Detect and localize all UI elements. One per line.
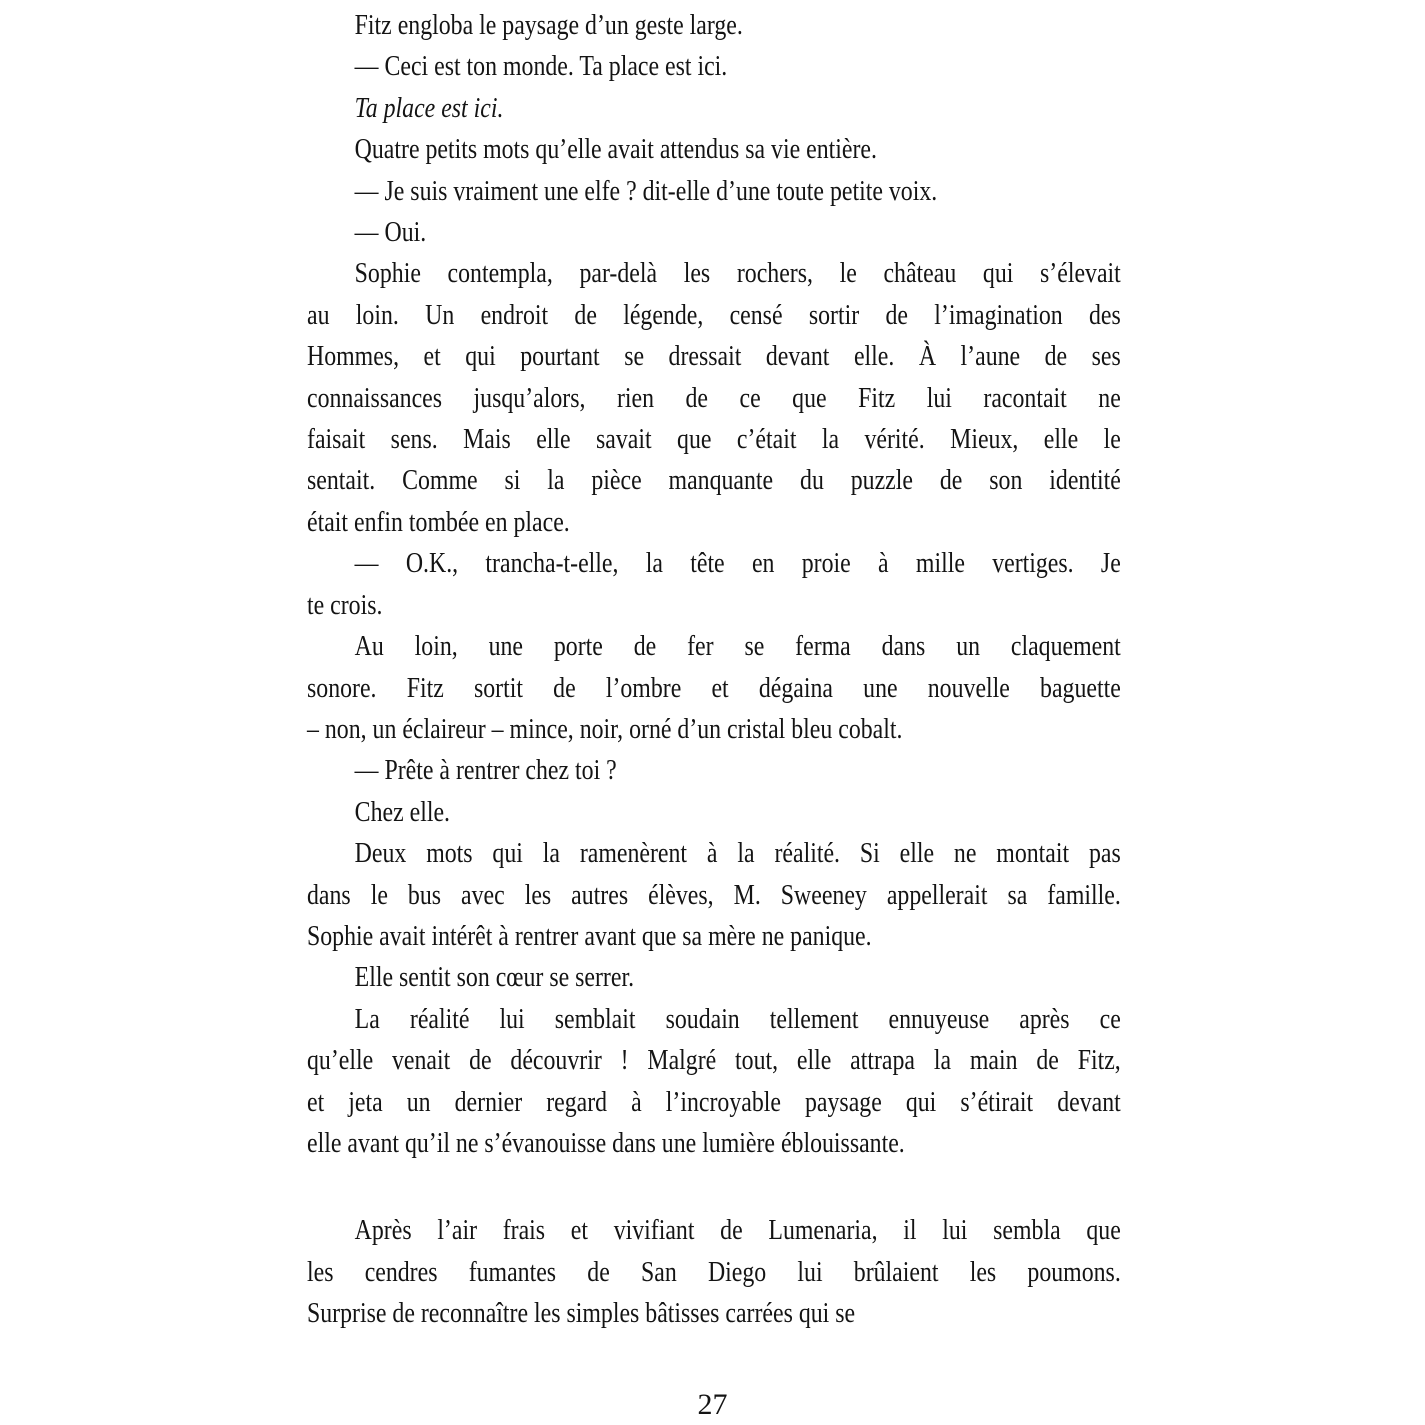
text-line: dans le bus avec les autres élèves, M. Sweeney appellerait sa famille. [307, 878, 1121, 911]
text-line: sentait. Comme si la pièce manquante du puzzle de son identité [307, 464, 1121, 497]
paragraph [307, 957, 1121, 998]
text-line: elle avant qu’il ne s’évanouisse dans une lumière éblouissante. [307, 1126, 905, 1159]
text-line: Sophie contempla, par-delà les rochers, le château qui s’élevait [354, 257, 1121, 290]
paragraph [307, 543, 1121, 626]
paragraph [307, 5, 1121, 46]
paragraph [307, 792, 1121, 833]
text-line: Ta place est ici. [354, 91, 504, 124]
text-line: – non, un éclaireur – mince, noir, orné d’un cristal bleu cobalt. [307, 712, 903, 745]
paragraph [307, 626, 1121, 750]
paragraph [307, 1210, 1121, 1334]
text-line: te crois. [307, 588, 383, 621]
page-number: 27 [697, 1388, 728, 1421]
text-line: La réalité lui semblait soudain tellement ennuyeuse après ce [354, 1002, 1121, 1035]
text-line: Chez elle. [354, 795, 450, 828]
text-line: — Prête à rentrer chez toi ? [354, 754, 617, 787]
paragraph [307, 212, 1121, 253]
text-line: au loin. Un endroit de légende, censé sortir de l’imagination des [307, 298, 1121, 331]
text-line: — O.K., trancha-t-elle, la tête en proie à mille vertiges. Je [354, 547, 1121, 580]
paragraph [307, 999, 1121, 1165]
text-block [307, 5, 1121, 1335]
text-line: les cendres fumantes de San Diego lui brûlaient les poumons. [307, 1255, 1121, 1288]
paragraph [307, 129, 1121, 170]
paragraph [307, 253, 1121, 543]
text-line: Deux mots qui la ramenèrent à la réalité. Si elle ne montait pas [354, 837, 1121, 870]
paragraph [307, 46, 1121, 87]
text-line: — Oui. [354, 216, 427, 249]
text-line: qu’elle venait de découvrir ! Malgré tout, elle attrapa la main de Fitz, [307, 1044, 1121, 1077]
text-line: et jeta un dernier regard à l’incroyable paysage qui s’étirait devant [307, 1085, 1121, 1118]
paragraph [307, 171, 1121, 212]
text-line: — Je suis vraiment une elfe ? dit-elle d’une toute petite voix. [354, 174, 938, 207]
text-line: Après l’air frais et vivifiant de Lumenaria, il lui sembla que [354, 1214, 1121, 1247]
text-line: Hommes, et qui pourtant se dressait devant elle. À l’aune de ses [307, 340, 1121, 373]
text-line: Sophie avait intérêt à rentrer avant que sa mère ne panique. [307, 919, 872, 952]
text-line: — Ceci est ton monde. Ta place est ici. [354, 50, 728, 83]
text-line: Elle sentit son cœur se serrer. [354, 961, 635, 994]
paragraph [307, 833, 1121, 957]
text-line: était enfin tombée en place. [307, 505, 570, 538]
paragraph [307, 750, 1121, 791]
text-line: sonore. Fitz sortit de l’ombre et dégaina une nouvelle baguette [307, 671, 1121, 704]
text-line: Surprise de reconnaître les simples bâtisses carrées qui se [307, 1297, 856, 1330]
paragraph [307, 88, 1121, 129]
text-line: faisait sens. Mais elle savait que c’était la vérité. Mieux, elle le [307, 423, 1121, 456]
text-line: connaissances jusqu’alors, rien de ce que Fitz lui racontait ne [307, 381, 1121, 414]
text-line: Quatre petits mots qu’elle avait attendus sa vie entière. [354, 133, 877, 166]
text-line: Fitz engloba le paysage d’un geste large. [354, 9, 743, 41]
text-line: Au loin, une porte de fer se ferma dans un claquement [354, 630, 1121, 663]
